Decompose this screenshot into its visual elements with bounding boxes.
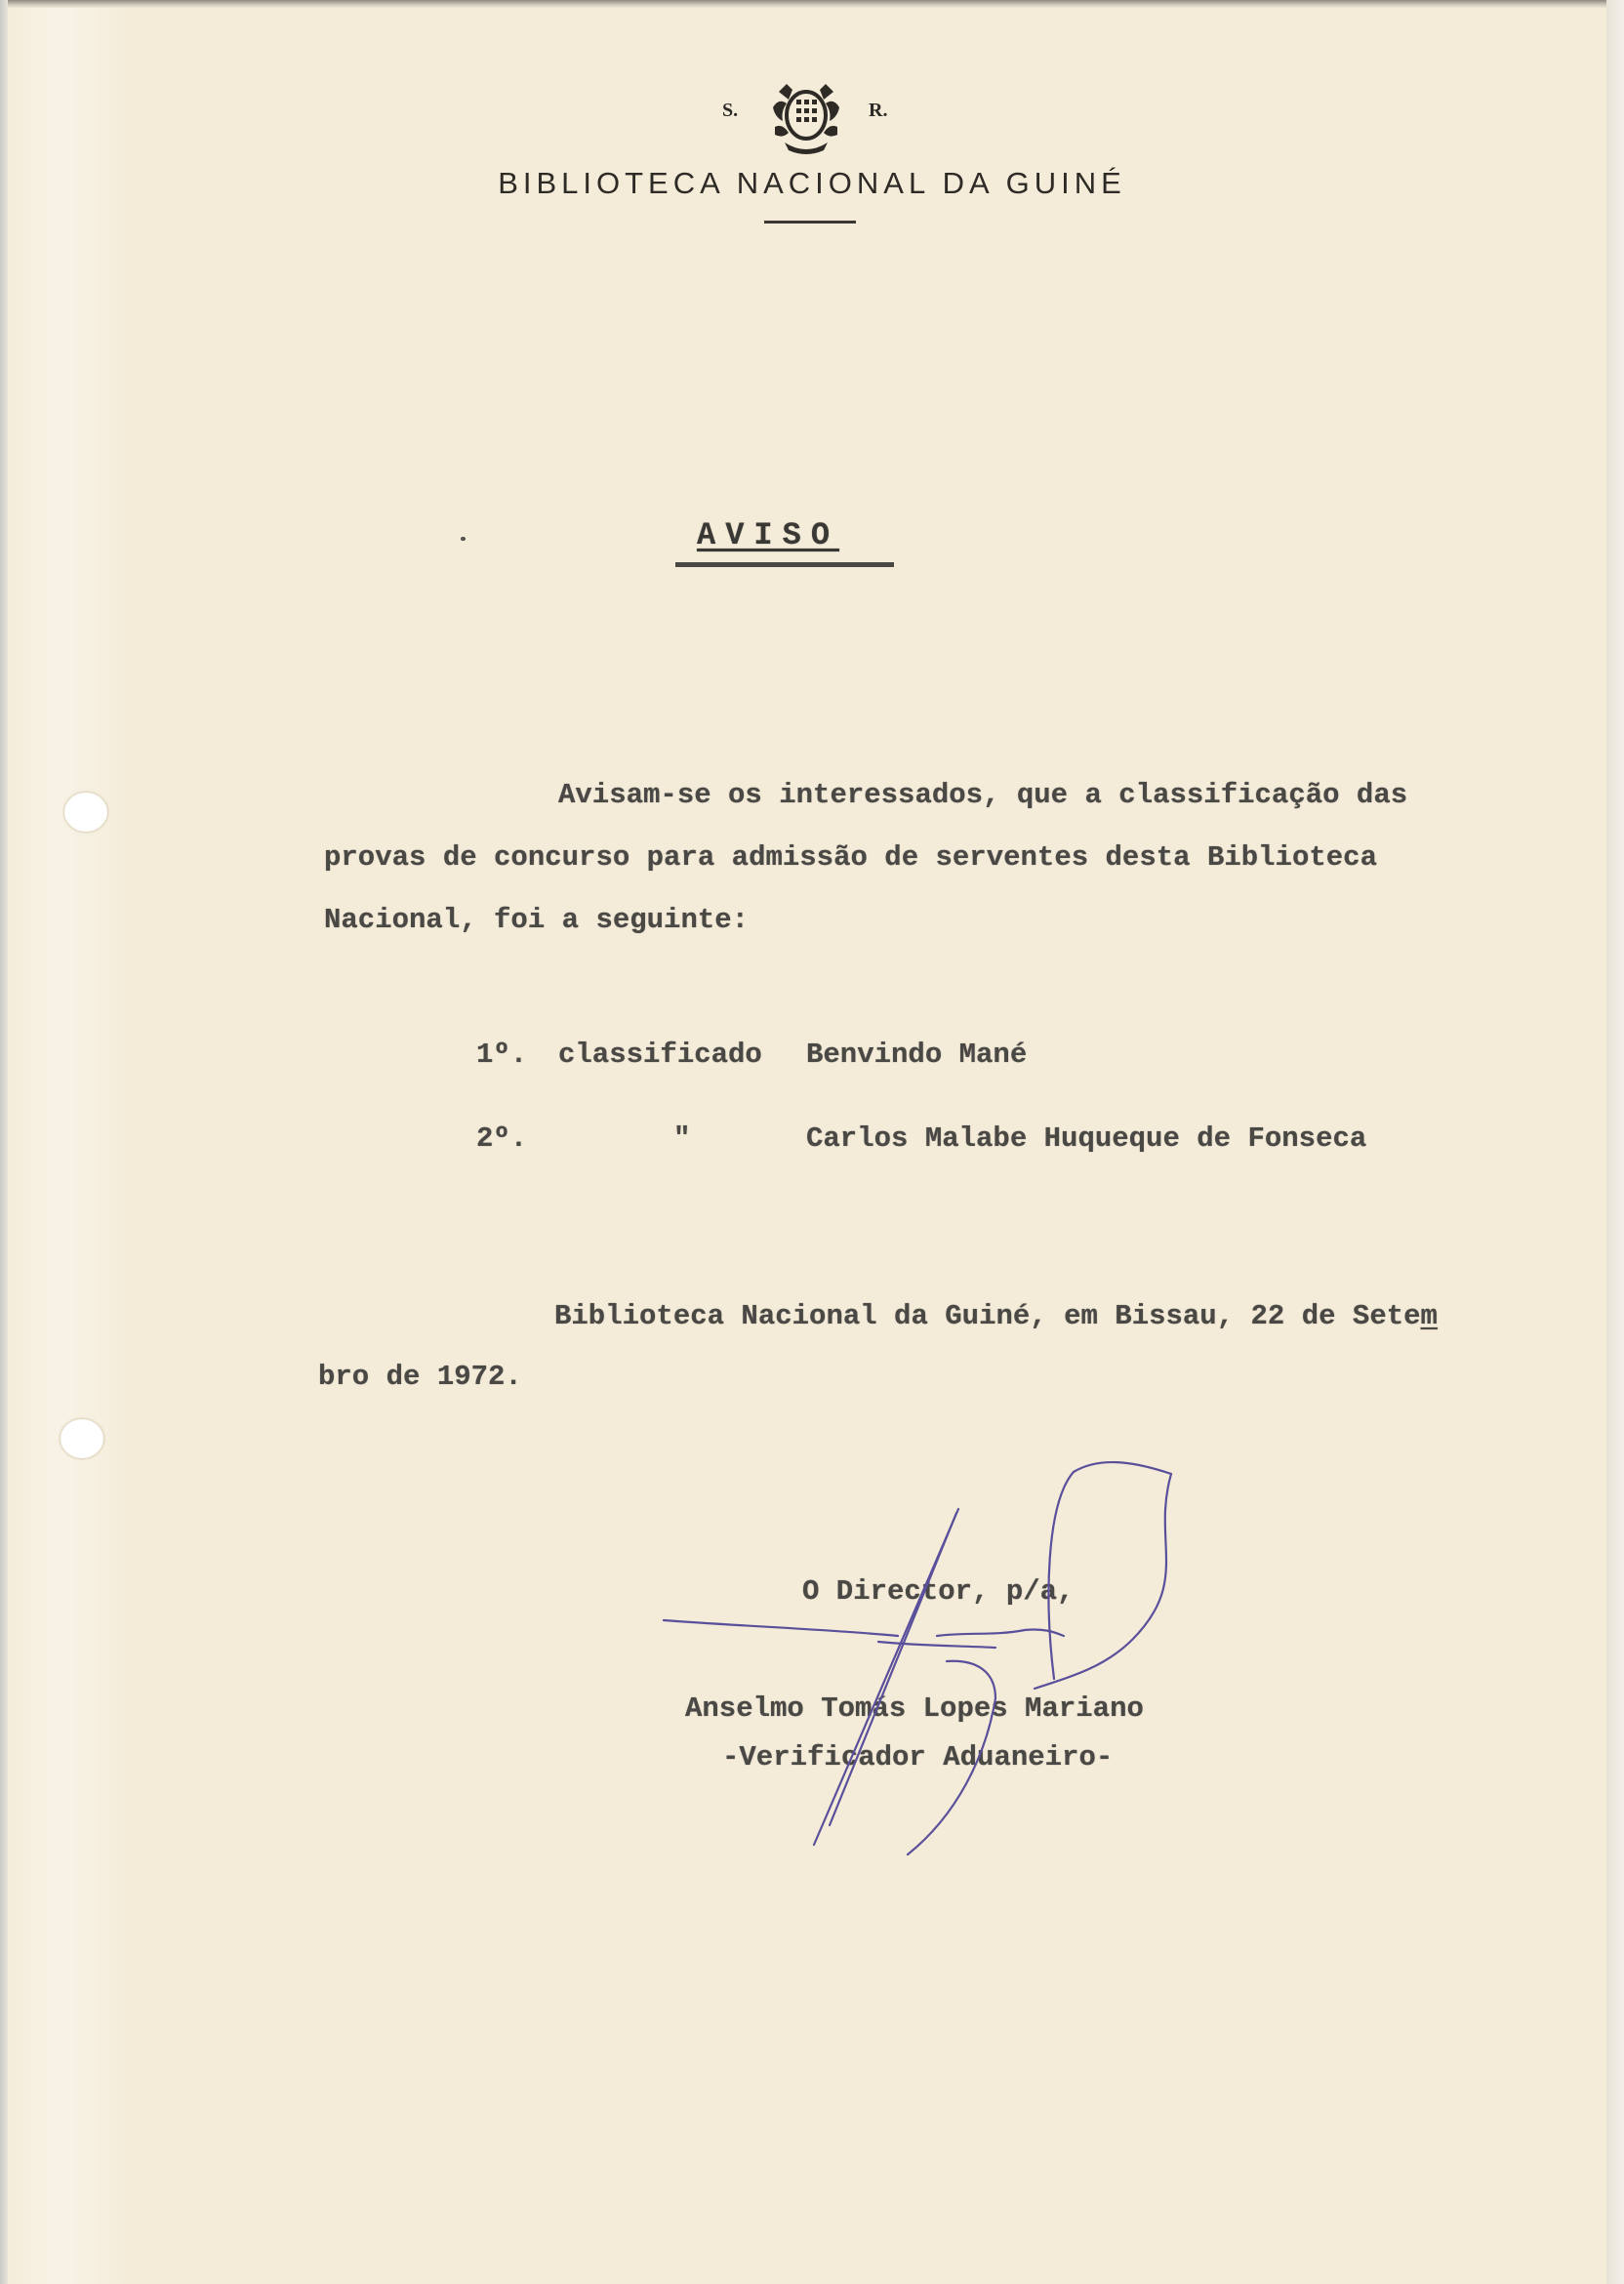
ranking-position-2: 2º. (476, 1122, 528, 1155)
letterhead-initial-left: S. (722, 100, 739, 121)
ranking-label-2: " (673, 1122, 691, 1155)
coat-of-arms-icon (765, 78, 847, 156)
page-right-edge (1606, 0, 1624, 2284)
page-top-shadow (0, 0, 1624, 8)
punch-hole-top (64, 793, 107, 832)
institution-name: BIBLIOTECA NACIONAL DA GUINÉ (498, 166, 1126, 200)
ranking-position-1: 1º. (476, 1039, 528, 1071)
signatory-title: -Verificador Aduaneiro- (722, 1741, 1114, 1774)
letterhead-crest-row (712, 78, 908, 156)
signatory-name: Anselmo Tomás Lopes Mariano (685, 1693, 1144, 1725)
place-date-line-2: bro de 1972. (318, 1361, 522, 1393)
letterhead-initial-right: R. (869, 100, 888, 121)
body-line-2: provas de concurso para admissão de serventes desta Biblioteca (324, 841, 1377, 874)
body-line-1: Avisam-se os interessados, que a classificação das (558, 779, 1408, 811)
letterhead-divider (764, 221, 856, 224)
body-line-3: Nacional, foi a seguinte: (324, 904, 750, 936)
place-date-line-1-text: Biblioteca Nacional da Guiné, em Bissau, 22 de Sete (554, 1300, 1421, 1332)
document-title: AVISO (697, 517, 840, 553)
punch-hole-bottom (61, 1419, 103, 1458)
ranking-label-1: classificado (558, 1039, 762, 1071)
ranking-name-1: Benvindo Mané (806, 1039, 1028, 1071)
signatory-role: O Director, p/a, (802, 1575, 1075, 1608)
stray-ink-dot (461, 537, 466, 541)
title-double-underline (675, 562, 894, 567)
place-date-line-1-underlined-m: m (1420, 1300, 1438, 1332)
ranking-name-2: Carlos Malabe Huqueque de Fonseca (806, 1122, 1367, 1155)
page-left-edge (0, 0, 8, 2284)
place-date-line-1 (554, 1300, 1438, 1332)
